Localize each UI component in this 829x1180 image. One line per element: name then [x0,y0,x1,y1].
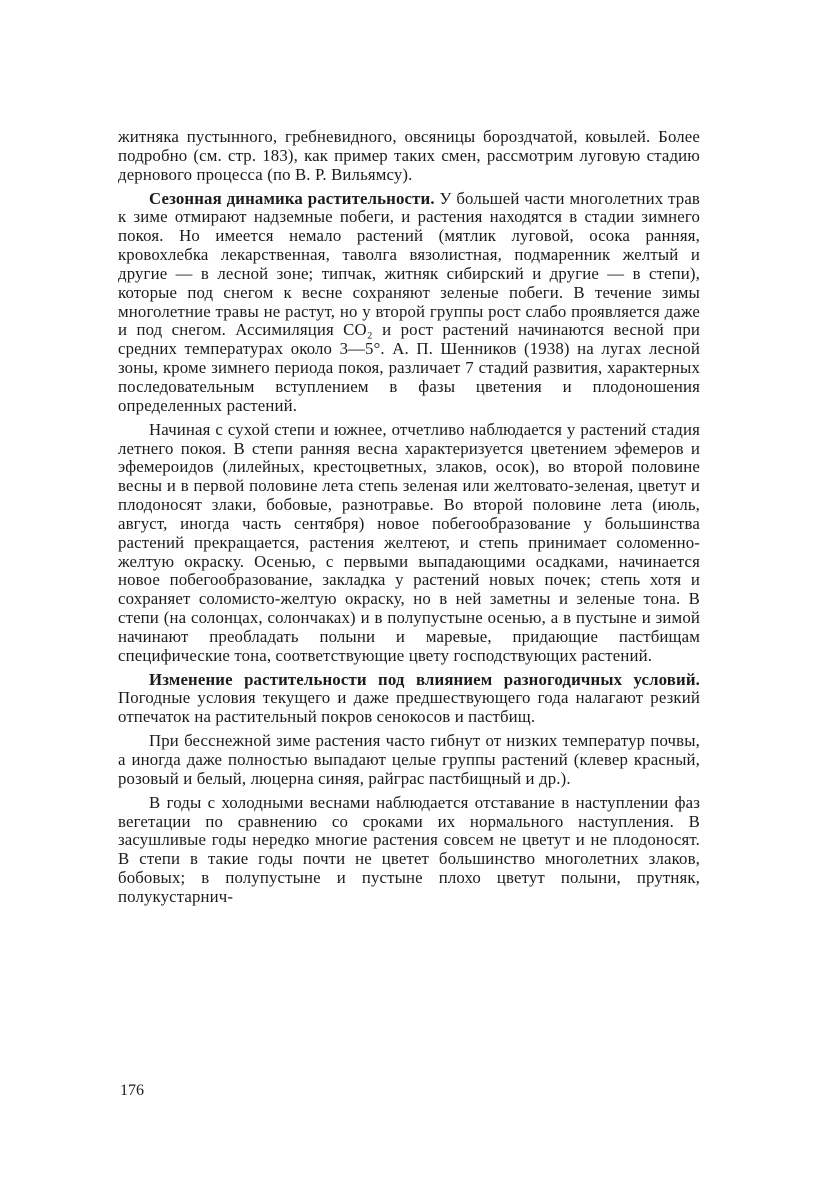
paragraph-6 [118,794,700,907]
paragraph-4 [118,671,700,728]
paragraph-1-text: житняка пустынного, гребневидного, овсяницы бороздчатой, ковылей. Более подробно (см. стр. 183), как пример таких смен, рассмотрим луговую стадию дернового процесса (по В. Р. Вильямсу). [118,127,700,184]
paragraph-4-heading: Изменение растительности под влиянием разногодичных условий. [149,669,700,689]
body-text [118,128,700,912]
paragraph-4-text: Погодные условия текущего и даже предшествующего года налагают резкий отпечаток на растительный покров сенокосов и пастбищ. [118,688,700,727]
paragraph-5-text: При бесснежной зиме растения часто гибнут от низких температур почвы, а иногда даже полностью выпадают целые группы растений (клевер красный, розовый и белый, люцерна синяя, райграс пастбищный и др.). [118,731,700,788]
page-number: 176 [120,1082,144,1099]
paragraph-6-text: В годы с холодными веснами наблюдается отставание в наступлении фаз вегетации по сравнению со сроками их нормального наступления. В засушливые годы нередко многие растения совсем не цветут и не плодоносят. В степи в такие годы почти не цветет большинство многолетних злаков, бобовых; в полупустыне и пустыне плохо цветут полыни, прутняк, полукустарнич- [118,792,700,906]
paragraph-5 [118,732,700,789]
paragraph-1 [118,128,700,185]
paragraph-3 [118,421,700,666]
paragraph-2-text: У большей части многолетних трав к зиме отмирают надземные побеги, и растения находятся в стадии зимнего покоя. Но имеется немало растений (мятлик луговой, осока ранняя, кровохлебка лекарственная, таволга вязолистная, подмаренник желтый и другие — в лесной зоне; типчак, житняк сибирский и другие — в степи), которые под снегом к весне сохраняют зеленые побеги. В течение зимы многолетние травы не растут, но у второй группы рост слабо проявляется даже и под снегом. Ассимиляция CO₂ и рост растений начинаются весной при средних температурах около 3—5°. А. П. Шенников (1938) на лугах лесной зоны, кроме зимнего периода покоя, различает 7 стадий развития, характерных последовательным вступлением в фазы цветения и плодоношения определенных растений. [118,188,700,415]
paragraph-3-text: Начиная с сухой степи и южнее, отчетливо наблюдается у растений стадия летнего покоя. В степи ранняя весна характеризуется цветением эфемеров и эфемероидов (лилейных, крестоцветных, злаков, осок), во второй половине весны и в первой половине лета степь зеленая или желтовато-зеленая, цветут и плодоносят злаки, бобовые, разнотравье. Во второй половине лета (июль, август, иногда часть сентября) новое побегообразование у большинства растений прекращается, растения желтеют, и степь принимает соломенно-желтую окраску. Осенью, с первыми выпадающими осадками, начинается новое побегообразование, закладка у растений новых почек; степь хотя и сохраняет соломисто-желтую окраску, но в ней заметны и зеленые тона. В степи (на солонцах, солончаках) и в полупустыне осенью, а в пустыне и зимой начинают преобладать полыни и маревые, придающие пастбищам специфические тона, соответствующие цвету господствующих растений. [118,419,700,665]
paragraph-2-heading: Сезонная динамика растительности. [149,188,435,208]
paragraph-2 [118,190,700,416]
